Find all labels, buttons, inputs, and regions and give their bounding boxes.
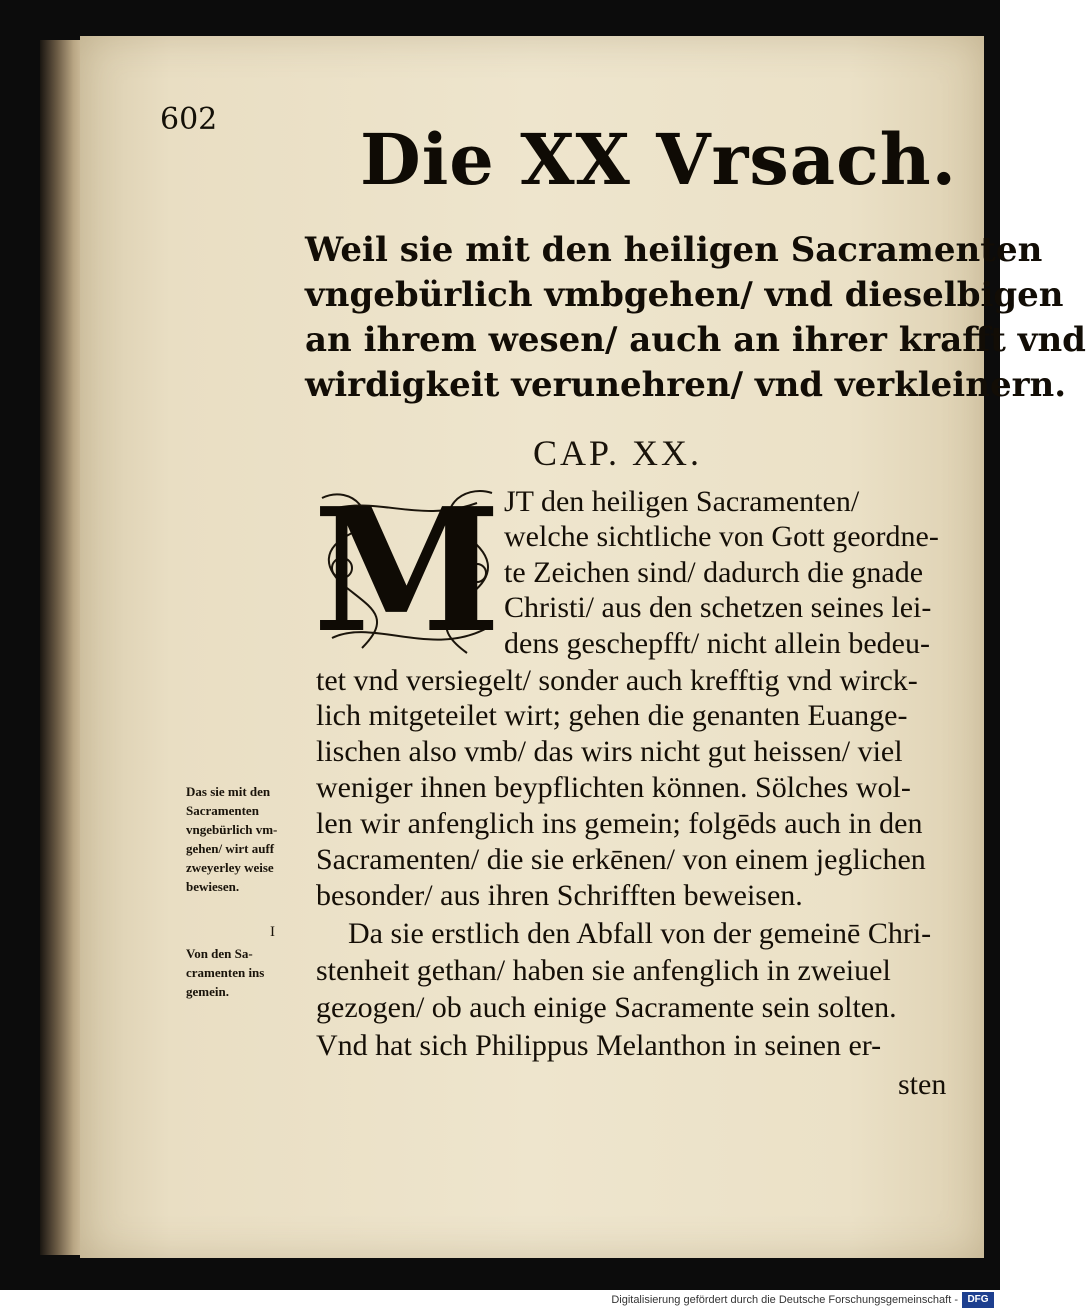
margin-number: I: [270, 924, 275, 940]
subtitle-line: vngebürlich vmbgehen/ vnd dieselbigen: [305, 275, 1064, 315]
catchword: sten: [898, 1068, 947, 1101]
footer-bar: [0, 1290, 1000, 1313]
body-line: te Zeichen sind/ dadurch die gnade: [504, 556, 924, 589]
body-line: JT den heiligen Sacramenten/: [504, 485, 860, 518]
body-line: dens geschepfft/ nicht allein bedeu-: [504, 627, 930, 660]
margin-note-line: zweyerley weise: [186, 860, 274, 875]
chapter-subtitle: [305, 228, 1086, 408]
initial-letter: M: [312, 470, 502, 671]
page-number: 602: [160, 102, 218, 137]
body-line: weniger ihnen beypflichten können. Sölches wol-: [316, 771, 911, 804]
body-line: lich mitgeteilet wirt; gehen die genanten Euange-: [316, 699, 908, 732]
margin-note-line: Von den Sa-: [186, 946, 253, 961]
margin-note-line: gehen/ wirt auff: [186, 841, 275, 856]
body-line: gezogen/ ob auch einige Sacramente sein solten.: [316, 991, 897, 1024]
margin-note-line: bewiesen.: [186, 879, 240, 894]
margin-note-line: Sacramenten: [186, 803, 259, 818]
body-line: welche sichtliche von Gott geordne-: [504, 520, 939, 553]
decorated-initial: [312, 470, 502, 671]
footer-credit: Digitalisierung gefördert durch die Deutsche Forschungsgemeinschaft -: [611, 1294, 958, 1306]
body-line: lischen also vmb/ das wirs nicht gut heissen/ viel: [316, 735, 903, 768]
margin-note: [186, 944, 316, 1001]
subtitle-line: wirdigkeit verunehren/ vnd verkleinern.: [305, 365, 1067, 405]
margin-note-line: vngebürlich vm-: [186, 822, 278, 837]
body-line: Da sie erstlich den Abfall von der gemeinē Chri-: [348, 917, 932, 950]
subtitle-line: an ihrem wesen/ auch an ihrer krafft vnd: [305, 320, 1086, 360]
body-line: Vnd hat sich Philippus Melanthon in seinen er-: [316, 1029, 882, 1062]
margin-note-line: Das sie mit den: [186, 784, 271, 799]
chapter-label: CAP. XX.: [533, 433, 703, 473]
margin-note-line: cramenten ins: [186, 965, 265, 980]
body-line: Sacramenten/ die sie erkēnen/ von einem jeglichen: [316, 843, 926, 876]
body-line: Christi/ aus den schetzen seines lei-: [504, 591, 932, 624]
dfg-logo: DFG: [962, 1292, 994, 1308]
margin-note-line: gemein.: [186, 984, 229, 999]
chapter-heading: Die XX Vrsach.: [360, 118, 958, 201]
subtitle-line: Weil sie mit den heiligen Sacramenten: [305, 230, 1043, 270]
margin-note: [186, 782, 316, 896]
body-line: besonder/ aus ihren Schrifften beweisen.: [316, 879, 803, 912]
body-line: len wir anfenglich ins gemein; folgēds auch in den: [316, 807, 923, 840]
body-line: stenheit gethan/ haben sie anfenglich in zweiuel: [316, 954, 891, 987]
body-line: tet vnd versiegelt/ sonder auch krefftig vnd wirck-: [316, 664, 918, 697]
